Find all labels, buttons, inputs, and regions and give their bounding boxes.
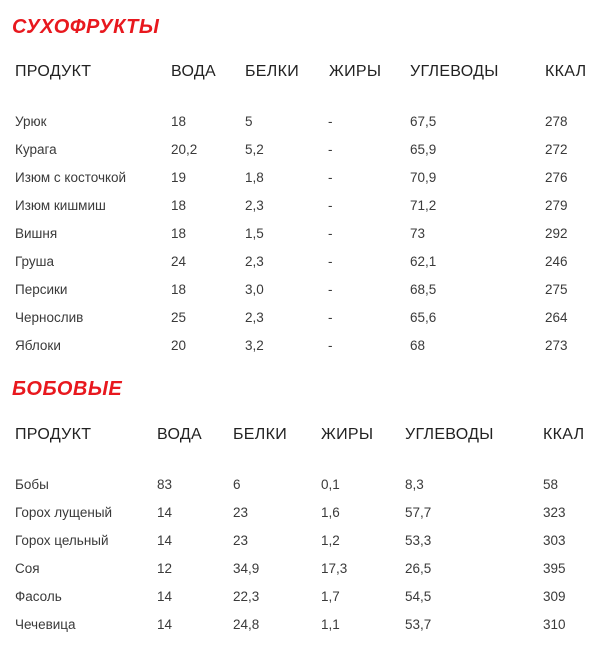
cell-kcal: 292 <box>545 226 568 241</box>
cell-carbs: 70,9 <box>410 170 437 185</box>
cell-fat: - <box>328 198 333 213</box>
cell-water: 18 <box>171 114 187 129</box>
header-fat: ЖИРЫ <box>321 426 374 443</box>
header-protein: БЕЛКИ <box>245 63 299 80</box>
cell-carbs: 73 <box>410 226 426 241</box>
cell-fat: 1,7 <box>321 589 340 604</box>
cell-protein: 2,3 <box>245 254 264 269</box>
header-carbs: УГЛЕВОДЫ <box>405 426 494 443</box>
header-water: ВОДА <box>171 63 216 80</box>
table-row <box>0 338 605 362</box>
cell-product: Горох лущеный <box>15 505 113 520</box>
cell-water: 20 <box>171 338 187 353</box>
table-row <box>0 477 605 501</box>
cell-water: 19 <box>171 170 187 185</box>
cell-carbs: 71,2 <box>410 198 437 213</box>
cell-protein: 5 <box>245 114 253 129</box>
cell-kcal: 309 <box>543 589 566 604</box>
cell-kcal: 275 <box>545 282 568 297</box>
cell-protein: 3,2 <box>245 338 264 353</box>
cell-water: 14 <box>157 617 173 632</box>
cell-protein: 22,3 <box>233 589 260 604</box>
cell-protein: 6 <box>233 477 241 492</box>
header-kcal: ККАЛ <box>545 63 587 80</box>
table-header-row <box>0 426 605 450</box>
cell-carbs: 53,3 <box>405 533 432 548</box>
cell-protein: 1,8 <box>245 170 264 185</box>
cell-protein: 3,0 <box>245 282 264 297</box>
cell-fat: - <box>328 226 333 241</box>
cell-carbs: 62,1 <box>410 254 437 269</box>
table-header-row <box>0 63 605 87</box>
cell-water: 83 <box>157 477 173 492</box>
cell-water: 12 <box>157 561 173 576</box>
cell-product: Изюм с косточкой <box>15 170 127 185</box>
cell-carbs: 8,3 <box>405 477 424 492</box>
cell-fat: 1,2 <box>321 533 340 548</box>
cell-product: Персики <box>15 282 68 297</box>
cell-kcal: 303 <box>543 533 566 548</box>
cell-kcal: 273 <box>545 338 568 353</box>
cell-protein: 5,2 <box>245 142 264 157</box>
cell-fat: - <box>328 282 333 297</box>
table-row <box>0 617 605 641</box>
section-title: СУХОФРУКТЫ <box>12 16 160 38</box>
table-row <box>0 589 605 613</box>
header-protein: БЕЛКИ <box>233 426 287 443</box>
table-row <box>0 170 605 194</box>
cell-carbs: 26,5 <box>405 561 432 576</box>
table-row <box>0 310 605 334</box>
cell-kcal: 310 <box>543 617 566 632</box>
cell-kcal: 264 <box>545 310 568 325</box>
cell-product: Яблоки <box>15 338 61 353</box>
cell-water: 14 <box>157 505 173 520</box>
header-product: ПРОДУКТ <box>15 426 92 443</box>
cell-water: 18 <box>171 226 187 241</box>
cell-water: 14 <box>157 589 173 604</box>
cell-fat: 1,1 <box>321 617 340 632</box>
cell-kcal: 395 <box>543 561 566 576</box>
cell-water: 20,2 <box>171 142 198 157</box>
cell-protein: 23 <box>233 505 249 520</box>
header-water: ВОДА <box>157 426 202 443</box>
header-product: ПРОДУКТ <box>15 63 92 80</box>
cell-product: Чечевица <box>15 617 76 632</box>
table-row <box>0 505 605 529</box>
table-row <box>0 226 605 250</box>
cell-product: Соя <box>15 561 40 576</box>
cell-fat: 17,3 <box>321 561 348 576</box>
cell-fat: 1,6 <box>321 505 340 520</box>
cell-fat: - <box>328 310 333 325</box>
cell-carbs: 54,5 <box>405 589 432 604</box>
cell-carbs: 68 <box>410 338 426 353</box>
header-kcal: ККАЛ <box>543 426 585 443</box>
cell-carbs: 65,6 <box>410 310 437 325</box>
cell-water: 18 <box>171 198 187 213</box>
cell-protein: 34,9 <box>233 561 260 576</box>
cell-protein: 2,3 <box>245 198 264 213</box>
cell-kcal: 323 <box>543 505 566 520</box>
cell-fat: - <box>328 170 333 185</box>
table-row <box>0 533 605 557</box>
cell-product: Курага <box>15 142 57 157</box>
section-title: БОБОВЫЕ <box>12 378 123 400</box>
cell-protein: 23 <box>233 533 249 548</box>
cell-carbs: 68,5 <box>410 282 437 297</box>
table-row <box>0 561 605 585</box>
cell-product: Горох цельный <box>15 533 109 548</box>
cell-kcal: 278 <box>545 114 568 129</box>
cell-protein: 1,5 <box>245 226 264 241</box>
cell-kcal: 246 <box>545 254 568 269</box>
cell-product: Фасоль <box>15 589 62 604</box>
table-row <box>0 198 605 222</box>
cell-carbs: 53,7 <box>405 617 432 632</box>
cell-fat: - <box>328 114 333 129</box>
cell-protein: 24,8 <box>233 617 260 632</box>
cell-kcal: 276 <box>545 170 568 185</box>
cell-product: Урюк <box>15 114 47 129</box>
cell-water: 18 <box>171 282 187 297</box>
cell-kcal: 279 <box>545 198 568 213</box>
table-row <box>0 114 605 138</box>
cell-water: 25 <box>171 310 187 325</box>
cell-product: Изюм кишмиш <box>15 198 106 213</box>
cell-fat: - <box>328 338 333 353</box>
cell-product: Бобы <box>15 477 49 492</box>
header-fat: ЖИРЫ <box>329 63 382 80</box>
cell-carbs: 57,7 <box>405 505 432 520</box>
cell-water: 14 <box>157 533 173 548</box>
table-row <box>0 142 605 166</box>
cell-water: 24 <box>171 254 187 269</box>
header-carbs: УГЛЕВОДЫ <box>410 63 499 80</box>
cell-carbs: 67,5 <box>410 114 437 129</box>
cell-kcal: 58 <box>543 477 559 492</box>
table-row <box>0 254 605 278</box>
cell-kcal: 272 <box>545 142 568 157</box>
cell-product: Вишня <box>15 226 58 241</box>
table-row <box>0 282 605 306</box>
cell-fat: 0,1 <box>321 477 340 492</box>
cell-product: Чернослив <box>15 310 84 325</box>
cell-carbs: 65,9 <box>410 142 437 157</box>
cell-product: Груша <box>15 254 54 269</box>
cell-protein: 2,3 <box>245 310 264 325</box>
cell-fat: - <box>328 254 333 269</box>
cell-fat: - <box>328 142 333 157</box>
